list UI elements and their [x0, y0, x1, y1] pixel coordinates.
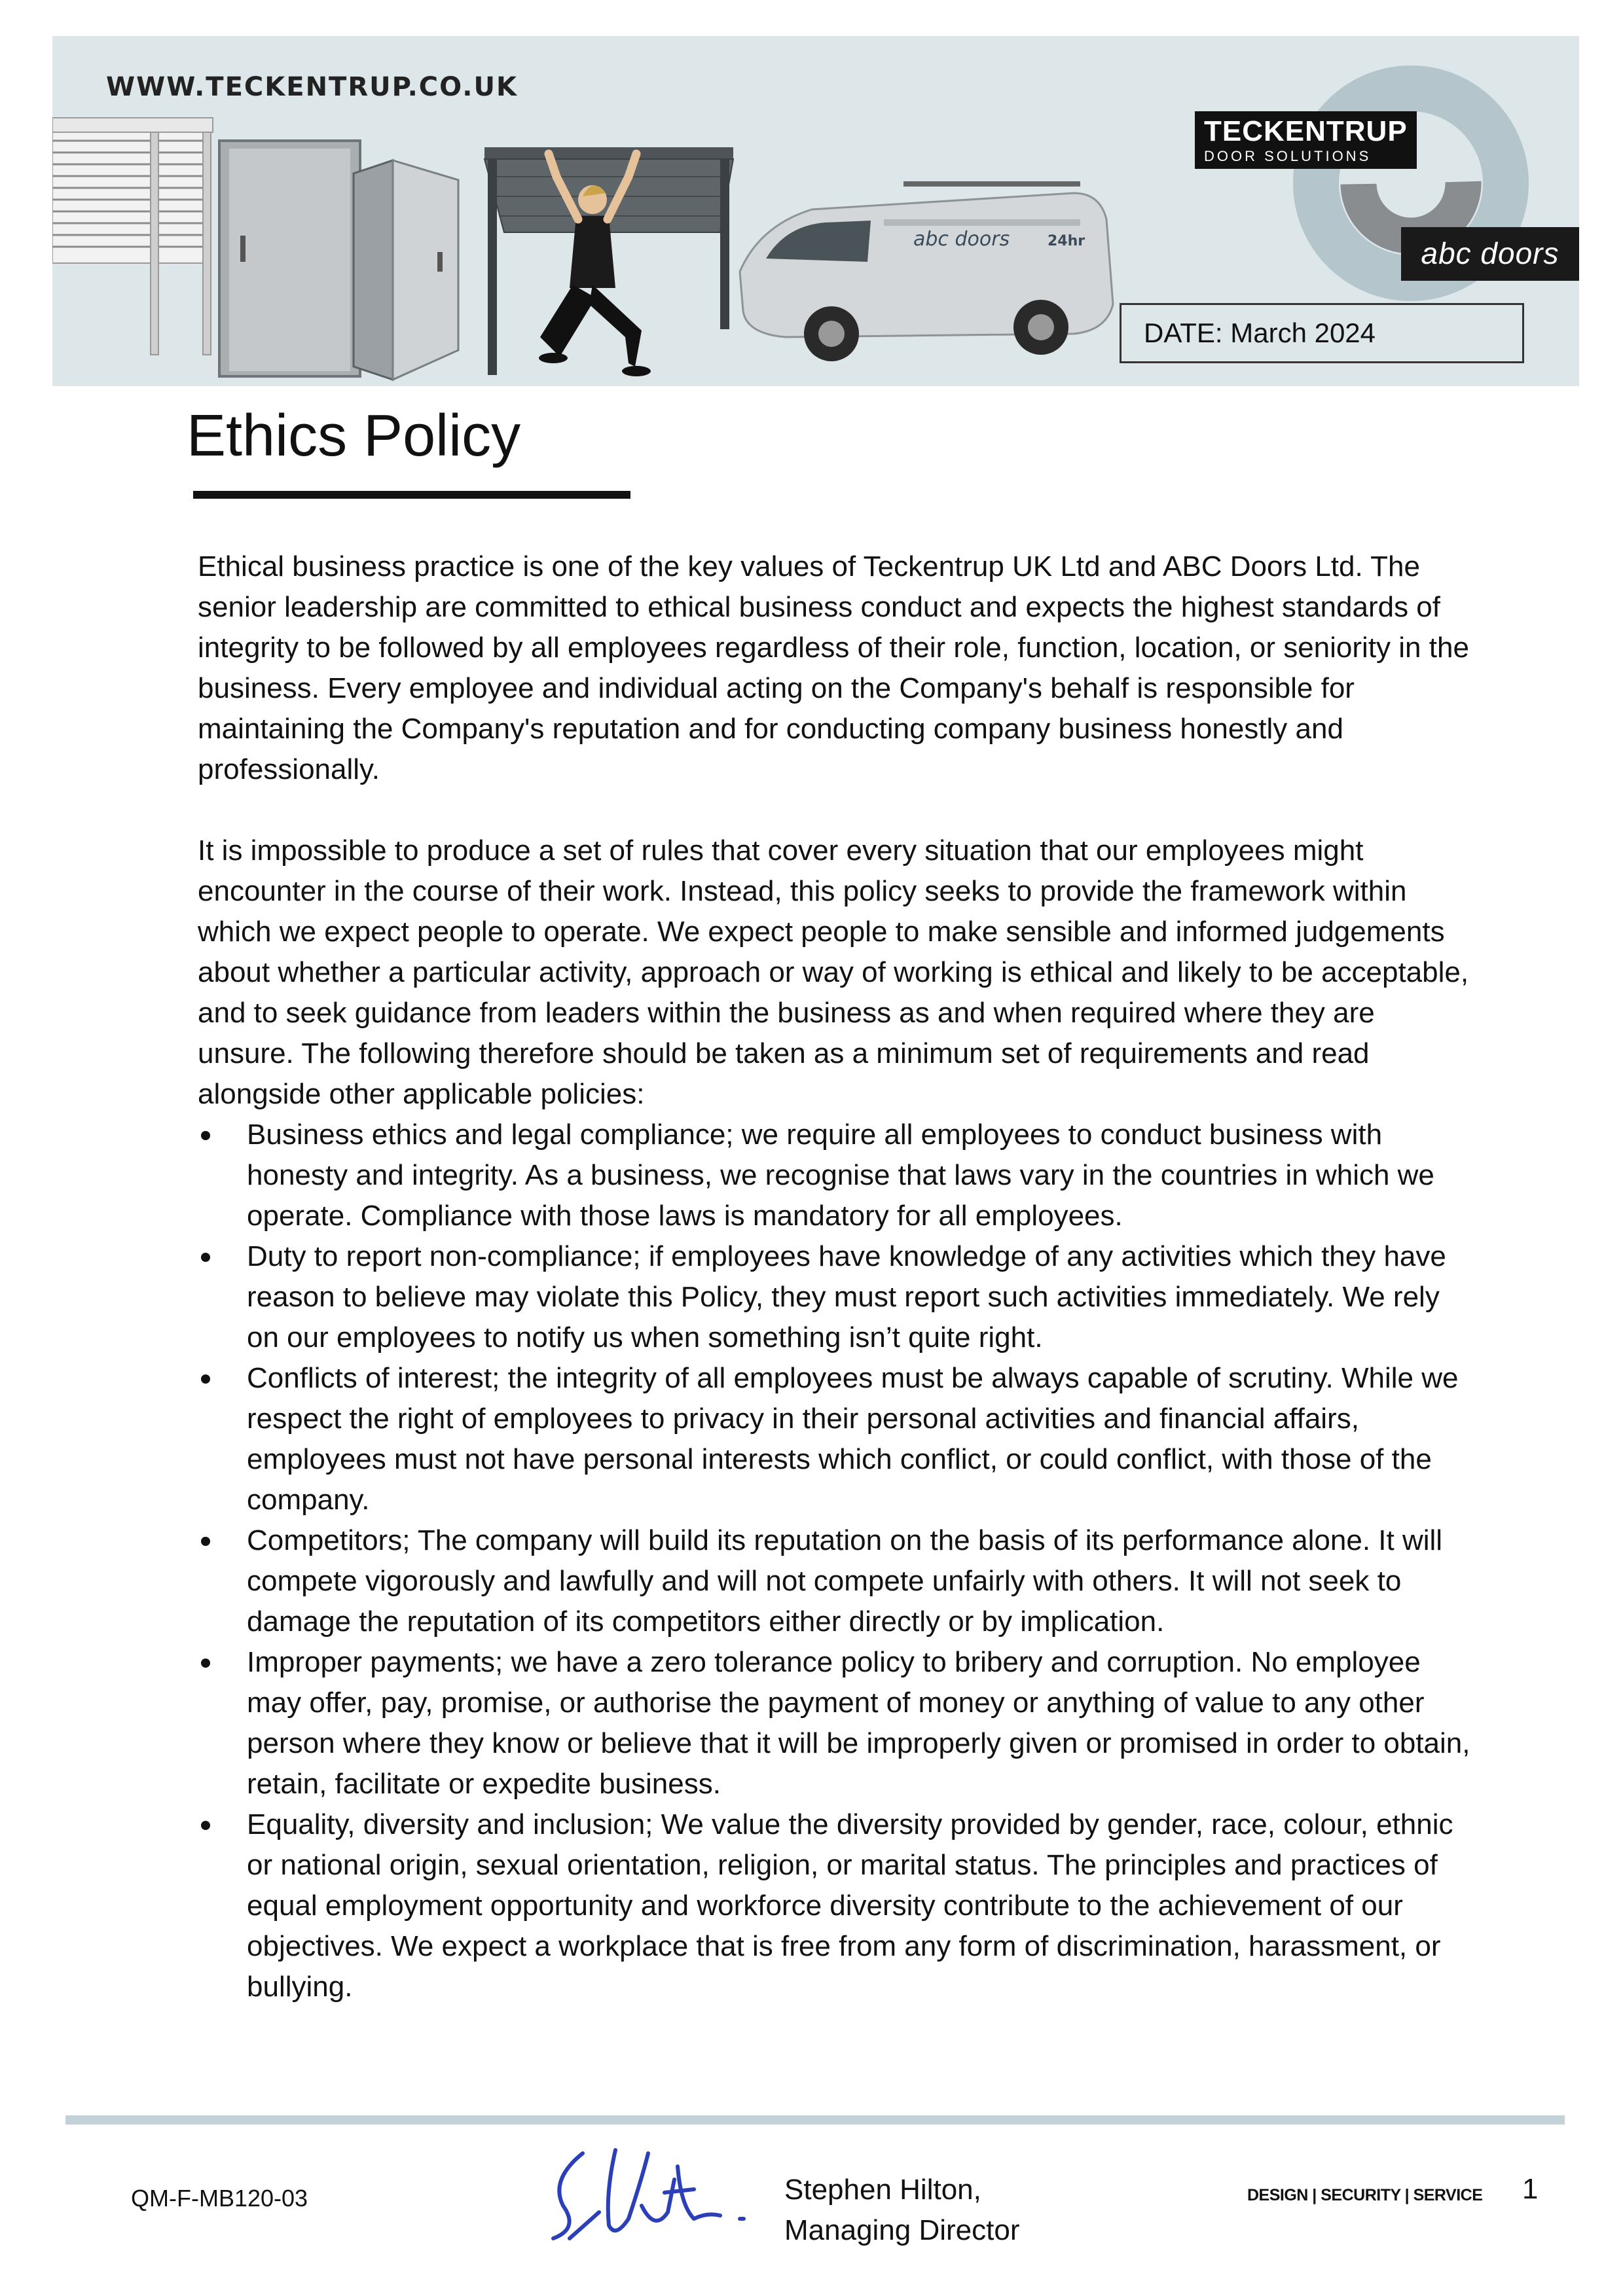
- bullet-icon: [201, 1821, 210, 1830]
- company-tagline: DESIGN | SECURITY | SERVICE: [1247, 2186, 1483, 2204]
- requirements-list: [198, 1115, 1474, 2007]
- bullet-icon: [201, 1374, 210, 1384]
- brand-subtitle: DOOR SOLUTIONS: [1195, 148, 1417, 169]
- signatory-name: Stephen Hilton,: [784, 2174, 981, 2206]
- list-item: [198, 1115, 1474, 1236]
- signature-image: [543, 2140, 766, 2245]
- bullet-icon: [201, 1537, 210, 1546]
- van-logo-text: abc doors: [913, 228, 1010, 251]
- van-illustration: [740, 181, 1113, 361]
- brand-name: TECKENTRUP: [1195, 111, 1417, 148]
- signatory-role: Managing Director: [784, 2214, 1020, 2246]
- van-badge-text: 24hr: [1048, 233, 1085, 249]
- list-item: [198, 1804, 1474, 2007]
- list-item-text: Duty to report non-compliance; if employees have knowledge of any activities which they have reason to believe may violate this Policy, they must report such activities immediately. We rely on our employees to notify us when something isn’t quite right.: [247, 1240, 1446, 1354]
- bullet-icon: [201, 1131, 210, 1140]
- page-title: Ethics Policy: [187, 403, 521, 469]
- document-code: QM-F-MB120-03: [131, 2185, 308, 2212]
- bullet-icon: [201, 1253, 210, 1262]
- list-item: [198, 1520, 1474, 1642]
- open-door-illustration: [354, 160, 458, 380]
- roller-shutter-illustration: [52, 118, 213, 355]
- list-item: [198, 1236, 1474, 1358]
- document-body: [198, 547, 1474, 2007]
- bullet-icon: [201, 1659, 210, 1668]
- list-item-text: Conflicts of interest; the integrity of all employees must be always capable of scrutiny. While we respect the right of employees to privacy in their personal activities and financial affairs, employees must not have personal interests which conflict, or could conflict, with those of the company.: [247, 1362, 1459, 1516]
- list-item: [198, 1358, 1474, 1520]
- date-box: DATE: March 2024: [1120, 303, 1524, 363]
- framework-paragraph: It is impossible to produce a set of rules that cover every situation that our employees might encounter in the course of their work. Instead, this policy seeks to provide the framework within which we expect people to operate. We expect people to make sensible and informed judgements about whether a particular activity, approach or way of working is ethical and likely to be acceptable, and to seek guidance from leaders within the business as and when required where they are unsure. The following therefore should be taken as a minimum set of requirements and read alongside other applicable policies:: [198, 834, 1469, 1110]
- steel-door-illustration: [219, 141, 360, 376]
- list-item-text: Business ethics and legal compliance; we require all employees to conduct business with honesty and integrity. As a business, we recognise that laws vary in the countries in which we operate. Compliance with those laws is mandatory for all employees.: [247, 1119, 1434, 1232]
- teckentrup-logo: [1195, 111, 1417, 169]
- signatory-block: [784, 2170, 1020, 2251]
- title-underline: [193, 491, 630, 499]
- intro-paragraph: Ethical business practice is one of the key values of Teckentrup UK Ltd and ABC Doors Ltd. The senior leadership are committed to ethical business conduct and expects the highest standards of integrity to be followed by all employees regardless of their role, function, location, or seniority in the business. Every employee and individual acting on the Company's behalf is responsible for maintaining the Company's reputation and for conducting company business honestly and professionally.: [198, 550, 1469, 785]
- list-item: [198, 1642, 1474, 1804]
- footer-divider: [65, 2115, 1565, 2125]
- website-url: WWW.TECKENTRUP.CO.UK: [106, 72, 518, 102]
- abc-doors-logo: abc doors: [1401, 227, 1579, 281]
- list-item-text: Improper payments; we have a zero tolerance policy to bribery and corruption. No employee may offer, pay, promise, or authorise the payment of money or anything of value to any other person where they know or believe that it will be improperly given or promised in order to obtain, retain, facilitate or expedite business.: [247, 1646, 1470, 1800]
- list-item-text: Competitors; The company will build its reputation on the basis of its performance alone. It will compete vigorously and lawfully and will not compete unfairly with others. It will not seek to damage the reputation of its competitors either directly or by implication.: [247, 1524, 1443, 1638]
- header-banner: [52, 36, 1579, 386]
- page-number: 1: [1522, 2173, 1539, 2205]
- list-item-text: Equality, diversity and inclusion; We value the diversity provided by gender, race, colour, ethnic or national origin, sexual orientation, religion, or marital status. The principles and practices of equal employment opportunity and workforce diversity contribute to the achievement of our objectives. We expect a workplace that is free from any form of discrimination, harassment, or bullying.: [247, 1808, 1453, 2003]
